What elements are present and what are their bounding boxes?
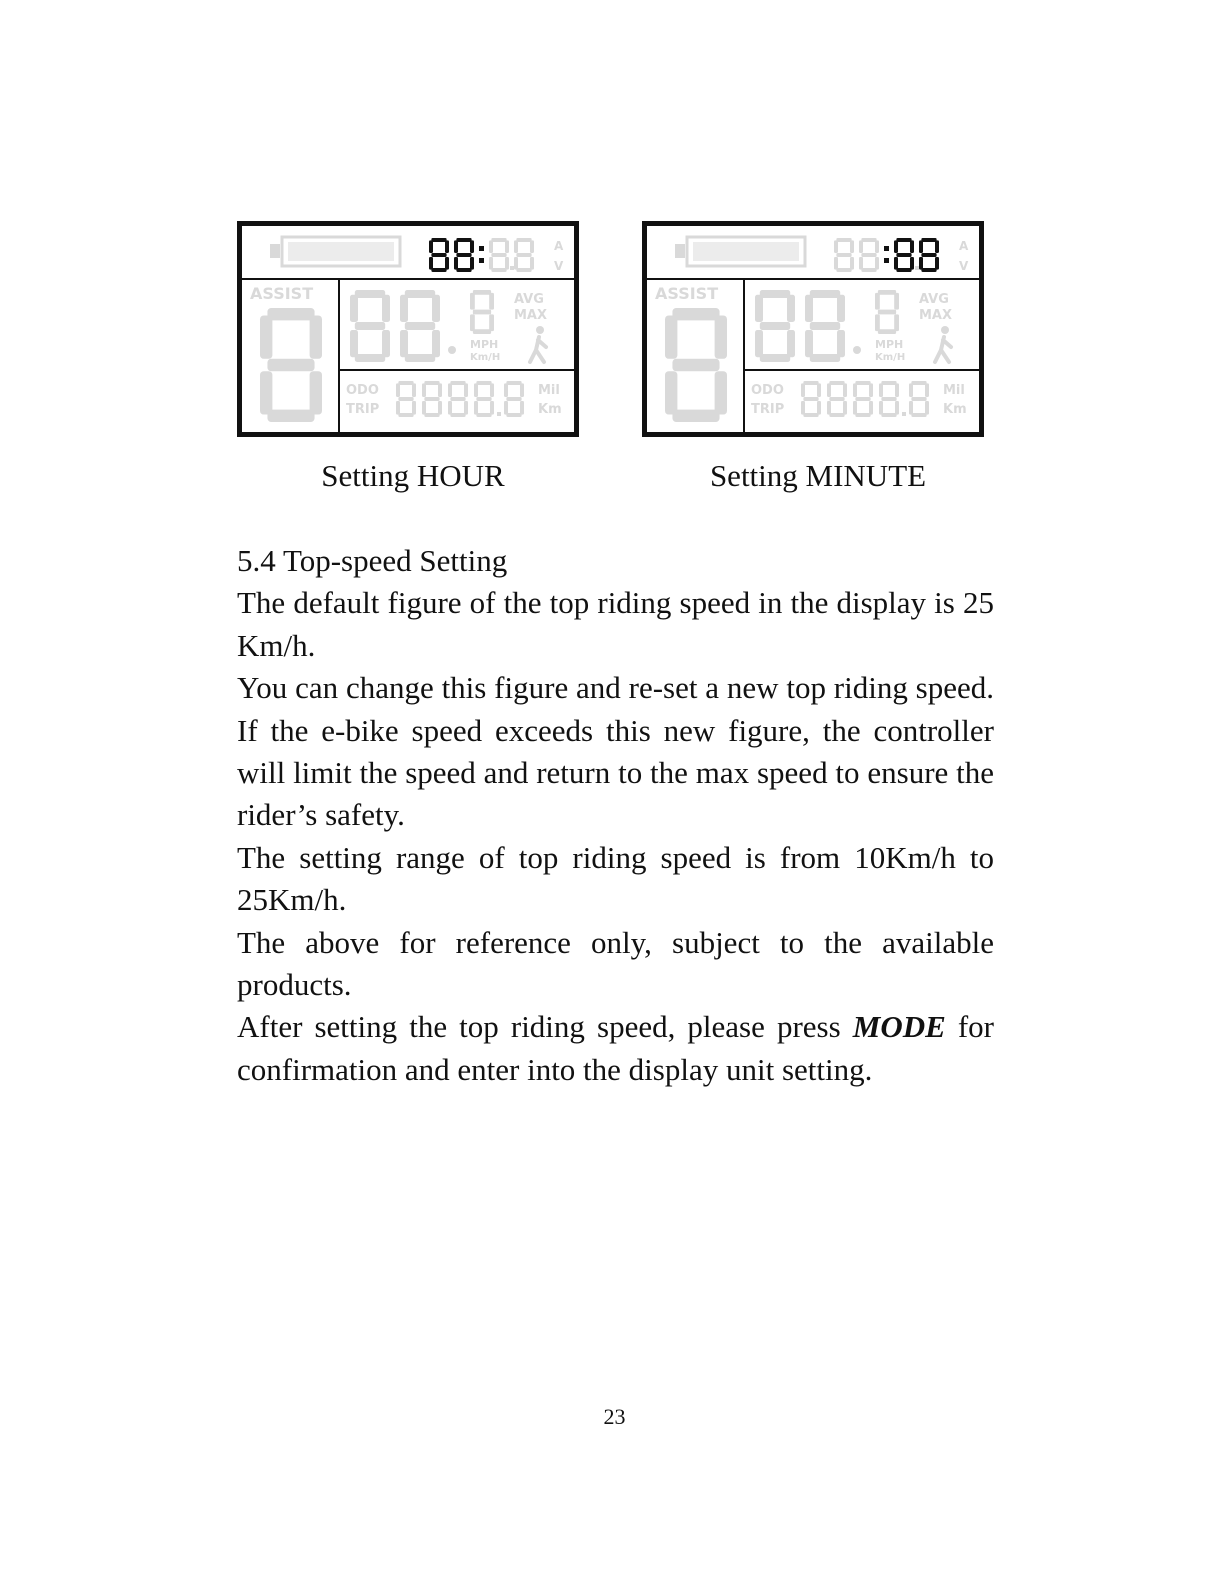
caption-setting-minute: Setting MINUTE (709, 458, 927, 493)
assist-level-digit (260, 308, 322, 422)
max-label: MAX (919, 308, 953, 323)
odometer-digit-3 (853, 381, 873, 417)
amp-unit-label: A (959, 239, 969, 253)
odometer-digit-4 (879, 381, 899, 417)
speed-ones-digit (400, 290, 440, 362)
mph-unit-label: MPH (470, 338, 499, 351)
clock-hour-tens-digit (834, 238, 854, 272)
clock-decimal-dot (510, 266, 514, 270)
km-unit-label: Km (538, 402, 562, 417)
mil-unit-label: Mil (538, 383, 560, 398)
clock-hour-ones-digit (859, 238, 879, 272)
volt-unit-label: V (959, 259, 969, 273)
mph-unit-label: MPH (875, 338, 904, 351)
speed-decimal-dot (448, 346, 456, 354)
odo-label: ODO (751, 383, 784, 398)
kmh-unit-label: Km/H (470, 352, 501, 363)
speed-tens-digit (350, 290, 390, 362)
speed-tens-digit (755, 290, 795, 362)
odometer-digit-3 (448, 381, 468, 417)
speed-tenths-digit (470, 290, 494, 334)
odo-label: ODO (346, 383, 379, 398)
lcd-screen (647, 226, 979, 432)
walk-assist-icon (935, 326, 951, 362)
speed-decimal-dot (853, 346, 861, 354)
clock-minute-tens-digit (489, 238, 509, 272)
odometer-digit-1 (396, 381, 416, 417)
volt-unit-label: V (554, 259, 564, 273)
paragraph-setting-range: The setting range of top riding speed is from 10Km/h to 25Km/h. (237, 839, 994, 918)
paragraph-confirm-mode (237, 1006, 994, 1091)
avg-label: AVG (514, 292, 544, 307)
km-unit-label: Km (943, 402, 967, 417)
clock-minute-tens-digit (894, 238, 914, 272)
mil-unit-label: Mil (943, 383, 965, 398)
assist-label: ASSIST (655, 284, 719, 303)
odometer-decimal-dot (902, 412, 906, 416)
paragraph-default-speed: The default figure of the top riding speed in the display is 25 Km/h. (237, 585, 994, 663)
odometer-decimal-dot (497, 412, 501, 416)
section-heading: 5.4 Top-speed Setting (237, 543, 508, 578)
walk-assist-icon (530, 326, 546, 362)
battery-icon (675, 237, 805, 266)
clock-colon (479, 246, 484, 263)
odometer-digit-5 (504, 381, 524, 417)
mode-button-label: MODE (852, 1009, 946, 1045)
kmh-unit-label: Km/H (875, 352, 906, 363)
odometer-digit-1 (801, 381, 821, 417)
lcd-figure-setting-hour (237, 221, 579, 437)
odometer-digit-4 (474, 381, 494, 417)
odometer-digit-2 (422, 381, 442, 417)
amp-unit-label: A (554, 239, 564, 253)
clock-hour-tens-digit (429, 238, 449, 272)
clock-minute-ones-digit (919, 238, 939, 272)
assist-label: ASSIST (250, 284, 314, 303)
section-top-speed-setting (237, 540, 994, 1091)
trip-label: TRIP (751, 402, 785, 417)
speed-tenths-digit (875, 290, 899, 334)
clock-decimal-dot (915, 266, 919, 270)
lcd-screen (242, 226, 574, 432)
clock-minute-ones-digit (514, 238, 534, 272)
avg-label: AVG (919, 292, 949, 307)
odometer-digit-2 (827, 381, 847, 417)
assist-level-digit (665, 308, 727, 422)
caption-setting-hour: Setting HOUR (321, 458, 505, 493)
paragraph-reference-note: The above for reference only, subject to the available products. (237, 924, 994, 1003)
odometer-digit-5 (909, 381, 929, 417)
page-number: 23 (603, 1404, 626, 1429)
lcd-figure-setting-minute (642, 221, 984, 437)
trip-label: TRIP (346, 402, 380, 417)
paragraph-change-speed: You can change this figure and re-set a new top riding speed. If the e-bike speed exceeds this new figure, the controller will limit the speed and return to the max speed to ensure the rider’s safety. (237, 670, 994, 833)
confirm-text-before: After setting the top riding speed, please press (237, 1009, 853, 1045)
clock-colon (884, 246, 889, 263)
battery-icon (270, 237, 400, 266)
confirm-text-after: for confirmation and enter into the display unit setting. (237, 1009, 994, 1087)
speed-ones-digit (805, 290, 845, 362)
max-label: MAX (514, 308, 548, 323)
clock-hour-ones-digit (454, 238, 474, 272)
